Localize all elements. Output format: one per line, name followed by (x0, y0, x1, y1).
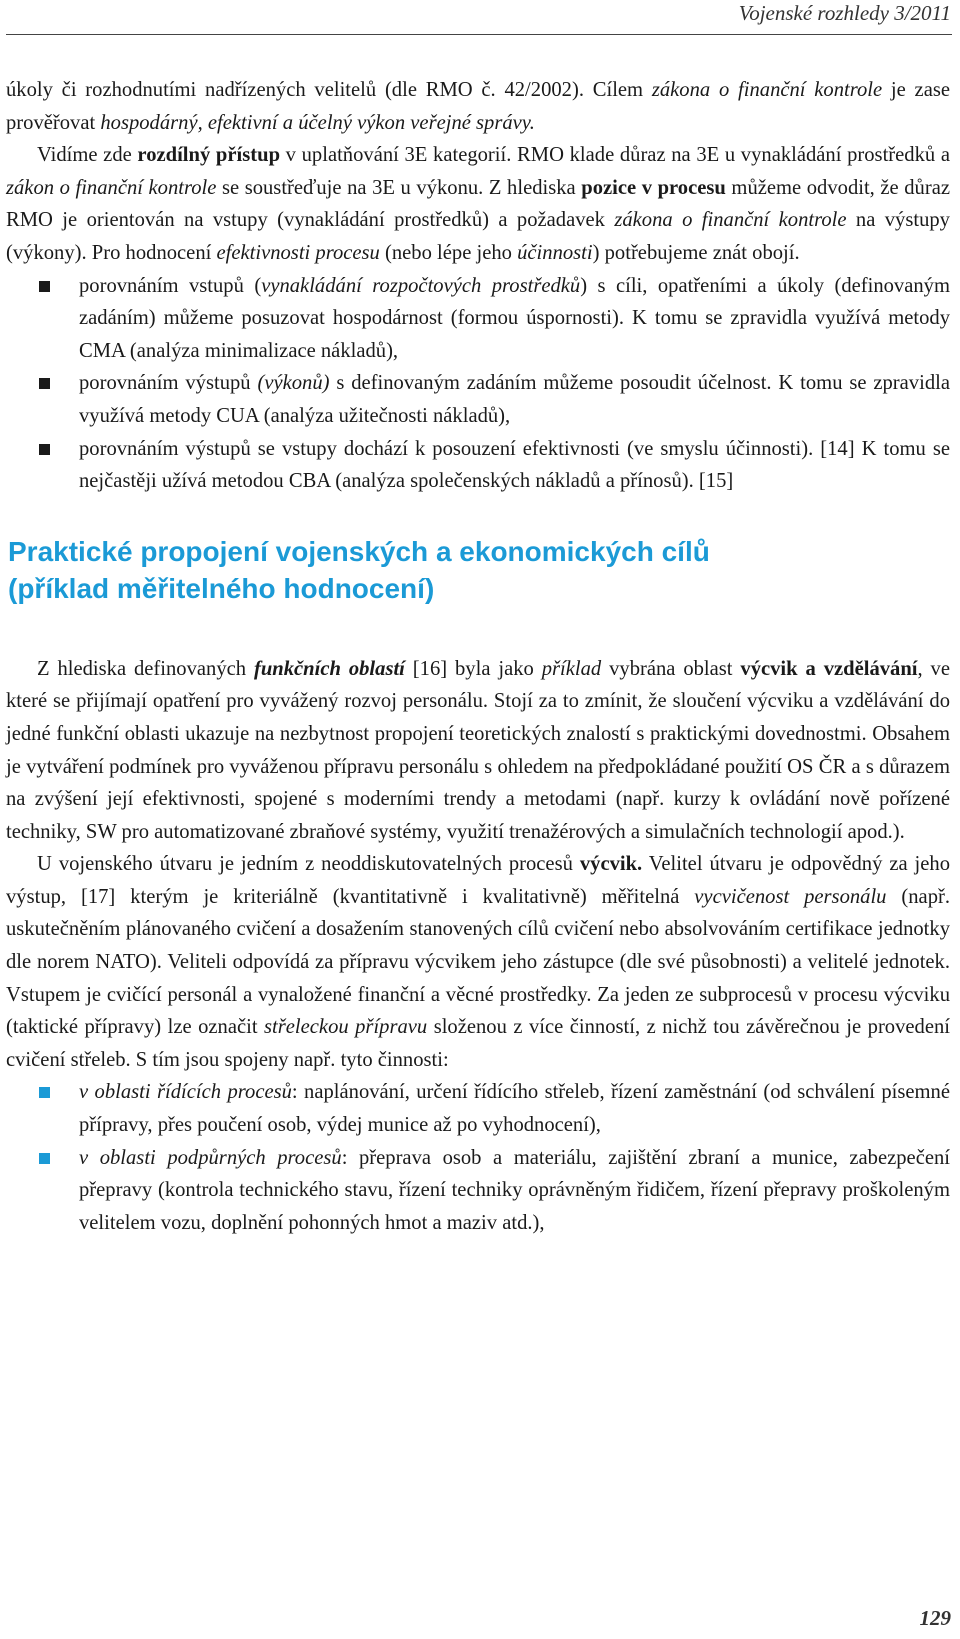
article-body (6, 74, 950, 1239)
journal-title: Vojenské rozhledy 3/2011 (738, 1, 951, 25)
list-item: v oblasti řídících procesů: naplánování, určení řídícího střeleb, řízení zaměstnání (od schválení písemné přípravy, přes poučení osob, výdej munice až po vyhodnocení), (6, 1076, 950, 1141)
paragraph-4: U vojenského útvaru je jedním z neoddiskutovatelných procesů výcvik. Velitel útvaru je odpovědný za jeho výstup, [17] kterým je kriteriálně (kvantitativně i kvalitativně) měřitelná vycvičenost personálu (např. uskutečněním plánovaného cvičení a dosažením stanovených cílů cvičení nebo absolvováním certifikace jednotky dle norem NATO). Veliteli odpovídá za přípravu výcvikem jeho zástupce (dle své působnosti) a velitelé jednotek. Vstupem je cvičící personál a vynaložené finanční a věcné prostředky. Za jeden ze subprocesů v procesu výcviku (taktické přípravy) lze označit střeleckou přípravu složenou z více činností, z nichž tou závěrečnou je provedení cvičení střeleb. S tím jsou spojeny např. tyto činnosti: (6, 853, 950, 1071)
square-bullet-icon (39, 281, 50, 292)
bullet-list-activities (6, 1076, 950, 1239)
list-item: porovnáním výstupů (výkonů) s definovaným zadáním můžeme posoudit účelnost. K tomu se zpravidla využívá metody CUA (analýza užitečnosti nákladů), (6, 367, 950, 432)
paragraph-2: Vidíme zde rozdílný přístup v uplatňování 3E kategorií. RMO klade důraz na 3E u vynakládání prostředků a zákon o finanční kontrole se soustřeďuje na 3E u výkonu. Z hlediska pozice v procesu můžeme odvodit, že důraz RMO je orientován na vstupy (vynakládání prostředků) a požadavek zákona o finanční kontrole na výstupy (výkony). Pro hodnocení efektivnosti procesu (nebo lépe jeho účinnosti) potřebujeme znát obojí. (6, 144, 950, 264)
square-bullet-icon (39, 444, 50, 455)
list-item: porovnáním výstupů se vstupy dochází k posouzení efektivnosti (ve smyslu účinnosti). [14] K tomu se nejčastěji užívá metodou CBA (analýza společenských nákladů a přínosů). [15] (6, 433, 950, 498)
list-item: porovnáním vstupů (vynakládání rozpočtových prostředků) s cíli, opatřeními a úkoly (definovaným zadáním) můžeme posuzovat hospodárnost (formou úspornosti). K tomu se zpravidla využívá metody CMA (analýza minimalizace nákladů), (6, 270, 950, 368)
section-heading: Praktické propojení vojenských a ekonomických cílů (příklad měřitelného hodnocení) (8, 535, 710, 604)
list-item: v oblasti podpůrných procesů: přeprava osob a materiálu, zajištění zbraní a munice, zabezpečení přepravy (kontrola technického stavu, řízení techniky oprávněným řidičem, řízení přepravy proškoleným velitelem vozu, doplnění pohonných hmot a maziv atd.), (6, 1142, 950, 1240)
page-number: 129 (919, 1606, 951, 1630)
page-header (0, 0, 960, 40)
paragraph-3: Z hlediska definovaných funkčních oblastí [16] byla jako příklad vybrána oblast výcvik a vzdělávání, ve které se přijímají opatření pro vyvážený rozvoj personálu. Stojí za to zmínit, že sloučení výcviku a vzdělávání do jedné funkční oblasti ukazuje na nezbytnost propojení teoretických znalostí s praktickými dovednostmi. Obsahem je vytváření podmínek pro vyváženou přípravu personálu s ohledem na předpokládané použití OS ČR a s důrazem na zvýšení její efektivnosti, spojené s moderními trendy a metodami (např. kurzy k ovládání nově pořízené techniky, SW pro automatizované zbraňové systémy, využití trenažérových a simulačních technologií apod.). (6, 657, 950, 843)
bullet-list-evaluation (6, 270, 950, 498)
square-bullet-icon (39, 1153, 50, 1164)
square-bullet-icon (39, 378, 50, 389)
square-bullet-icon (39, 1087, 50, 1098)
paragraph-1: úkoly či rozhodnutími nadřízených velitelů (dle RMO č. 42/2002). Cílem zákona o finanční kontrole je zase prověřovat hospodárný, efektivní a účelný výkon veřejné správy. (6, 79, 950, 134)
header-rule (6, 34, 952, 35)
